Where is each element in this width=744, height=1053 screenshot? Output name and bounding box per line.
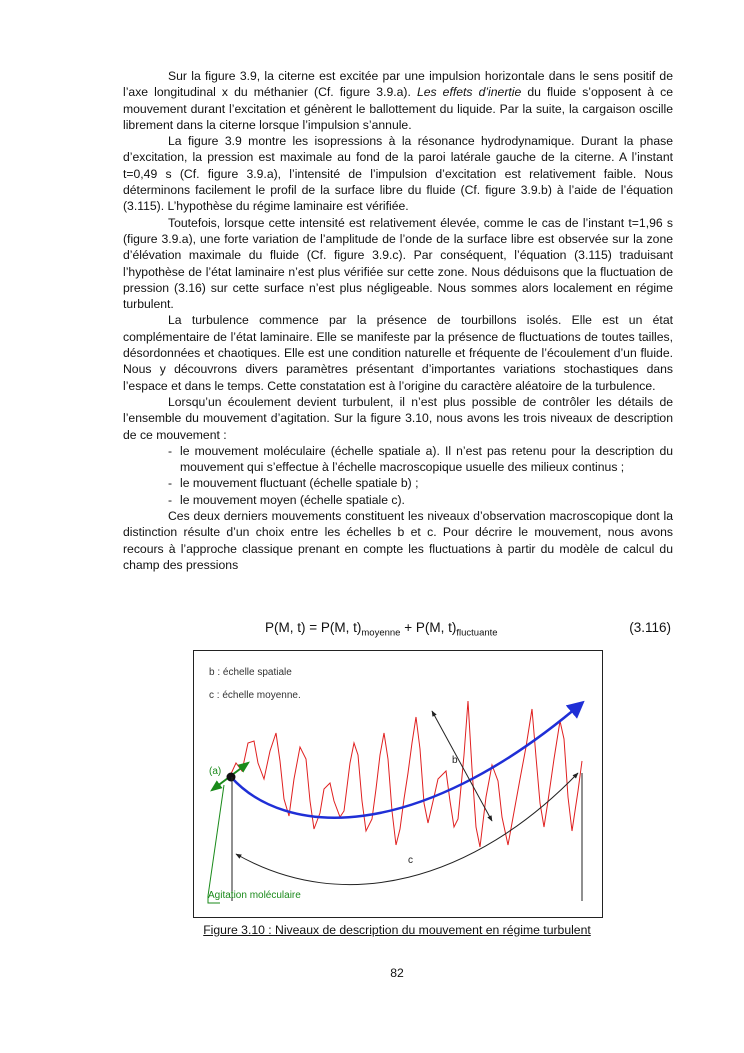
page-body: [123, 68, 673, 639]
list-item: - le mouvement fluctuant (échelle spatiale b) ;: [168, 476, 419, 491]
paragraph-3: Toutefois, lorsque cette intensité est relativement élevée, comme le cas de l’instant t=1,96 s (figure 3.9.a), une forte variation de l’amplitude de l’onde de la surface libre est observée sur la zone d’élévation maximale du fluide (Cf. figure 3.9.c). Par conséquent, l’équation (3.115) traduisant l’hypothèse de l’état laminaire n’est plus vérifiée sur cette zone. Nous déduisons que la fluctuation de pression (3.16) sur cette surface n’est plus négligeable. Nous sommes alors localement en régime turbulent.: [123, 215, 673, 312]
paragraph-1: Sur la figure 3.9, la citerne est excitée par une impulsion horizontale dans le sens positif de l’axe longitudinal x du méthanier (Cf. figure 3.9.a). Les effets d’inertie du fluide s’opposent à ce mouvement durant l’excitation et génèrent le ballottement du liquide. Par la suite, la cargaison oscille librement dans la citerne lorsque l’impulsion s’annule.: [123, 69, 673, 132]
equation-formula: P(M, t) = P(M, $t)_{moyenne} + P(M$, $t)_{fluctuante}$: [265, 620, 498, 639]
agitation-label: Agitation moléculaire: [208, 890, 301, 901]
turbulence-diagram: [194, 651, 604, 919]
paragraph-2: La figure 3.9 montre les isopressions à la résonance hydrodynamique. Durant la phase d’excitation, la pression est maximale au fond de la paroi latérale gauche de la citerne. A l’instant t=0,49 s (Cf. figure 3.9.a), l’intensité de l’impulsion d’excitation est relativement faible. Nous déterminons facilement le profil de la surface libre du fluide (Cf. figure 3.9.b) à l’aide de l’équation (3.115). L’hypothèse du régime laminaire est vérifiée.: [123, 134, 673, 214]
equation-number: (3.116): [629, 620, 671, 635]
paragraph-5: Lorsqu’un écoulement devient turbulent, il n’est plus possible de contrôler les détails de l’ensemble du mouvement d’agitation. Sur la figure 3.10, nous avons les trois niveaux de description de ce mouvement :: [123, 394, 673, 442]
label-b: b: [452, 755, 458, 766]
equation-3-116: [123, 620, 673, 640]
scale-b-arrow: [432, 711, 492, 821]
scale-c-arrow: [236, 773, 578, 885]
origin-point: [227, 773, 236, 782]
figure-3-10: [193, 650, 603, 918]
legend-b: b : échelle spatiale: [209, 667, 292, 678]
figure-caption: Figure 3.10 : Niveaux de description du mouvement en régime turbulent: [203, 923, 591, 937]
mean-motion-curve: [231, 703, 582, 818]
paragraph-6: Ces deux derniers mouvements constituent les niveaux d’observation macroscopique dont la distinction résulte d’un choix entre les échelles b et c. Pour décrire le mouvement, nous avons recours à l’approche classique prenant en compte les fluctuations à partir du modèle de calcul du champ des pressions: [123, 509, 673, 572]
list-item: - le mouvement moléculaire (échelle spatiale a). Il n’est pas retenu pour la description du mouvement qui s’effectue à l’échelle macroscopique usuelle des milieux continus ;: [168, 443, 673, 475]
description-levels-list: [123, 443, 673, 508]
label-a: (a): [209, 766, 222, 777]
page-number: 82: [390, 966, 404, 980]
paragraph-4: La turbulence commence par la présence de tourbillons isolés. Elle est un état complémentaire de l’état laminaire. Elle se manifeste par la présence de fluctuations de toutes tailles, désordonnées et chaotiques. Elle est une condition naturelle et fréquente de l’écoulement d’un fluide. Nous y découvrons divers paramètres présentant d’importantes variations stochastiques dans l’espace et dans le temps. Cette constatation est à l’origine du caractère aléatoire de la turbulence.: [123, 313, 673, 393]
legend-c: c : échelle moyenne.: [209, 690, 301, 701]
label-c: c: [408, 855, 413, 866]
list-item: - le mouvement moyen (échelle spatiale c).: [168, 492, 405, 507]
fluctuation-curve: [230, 701, 582, 847]
agitation-leader: [208, 785, 224, 896]
